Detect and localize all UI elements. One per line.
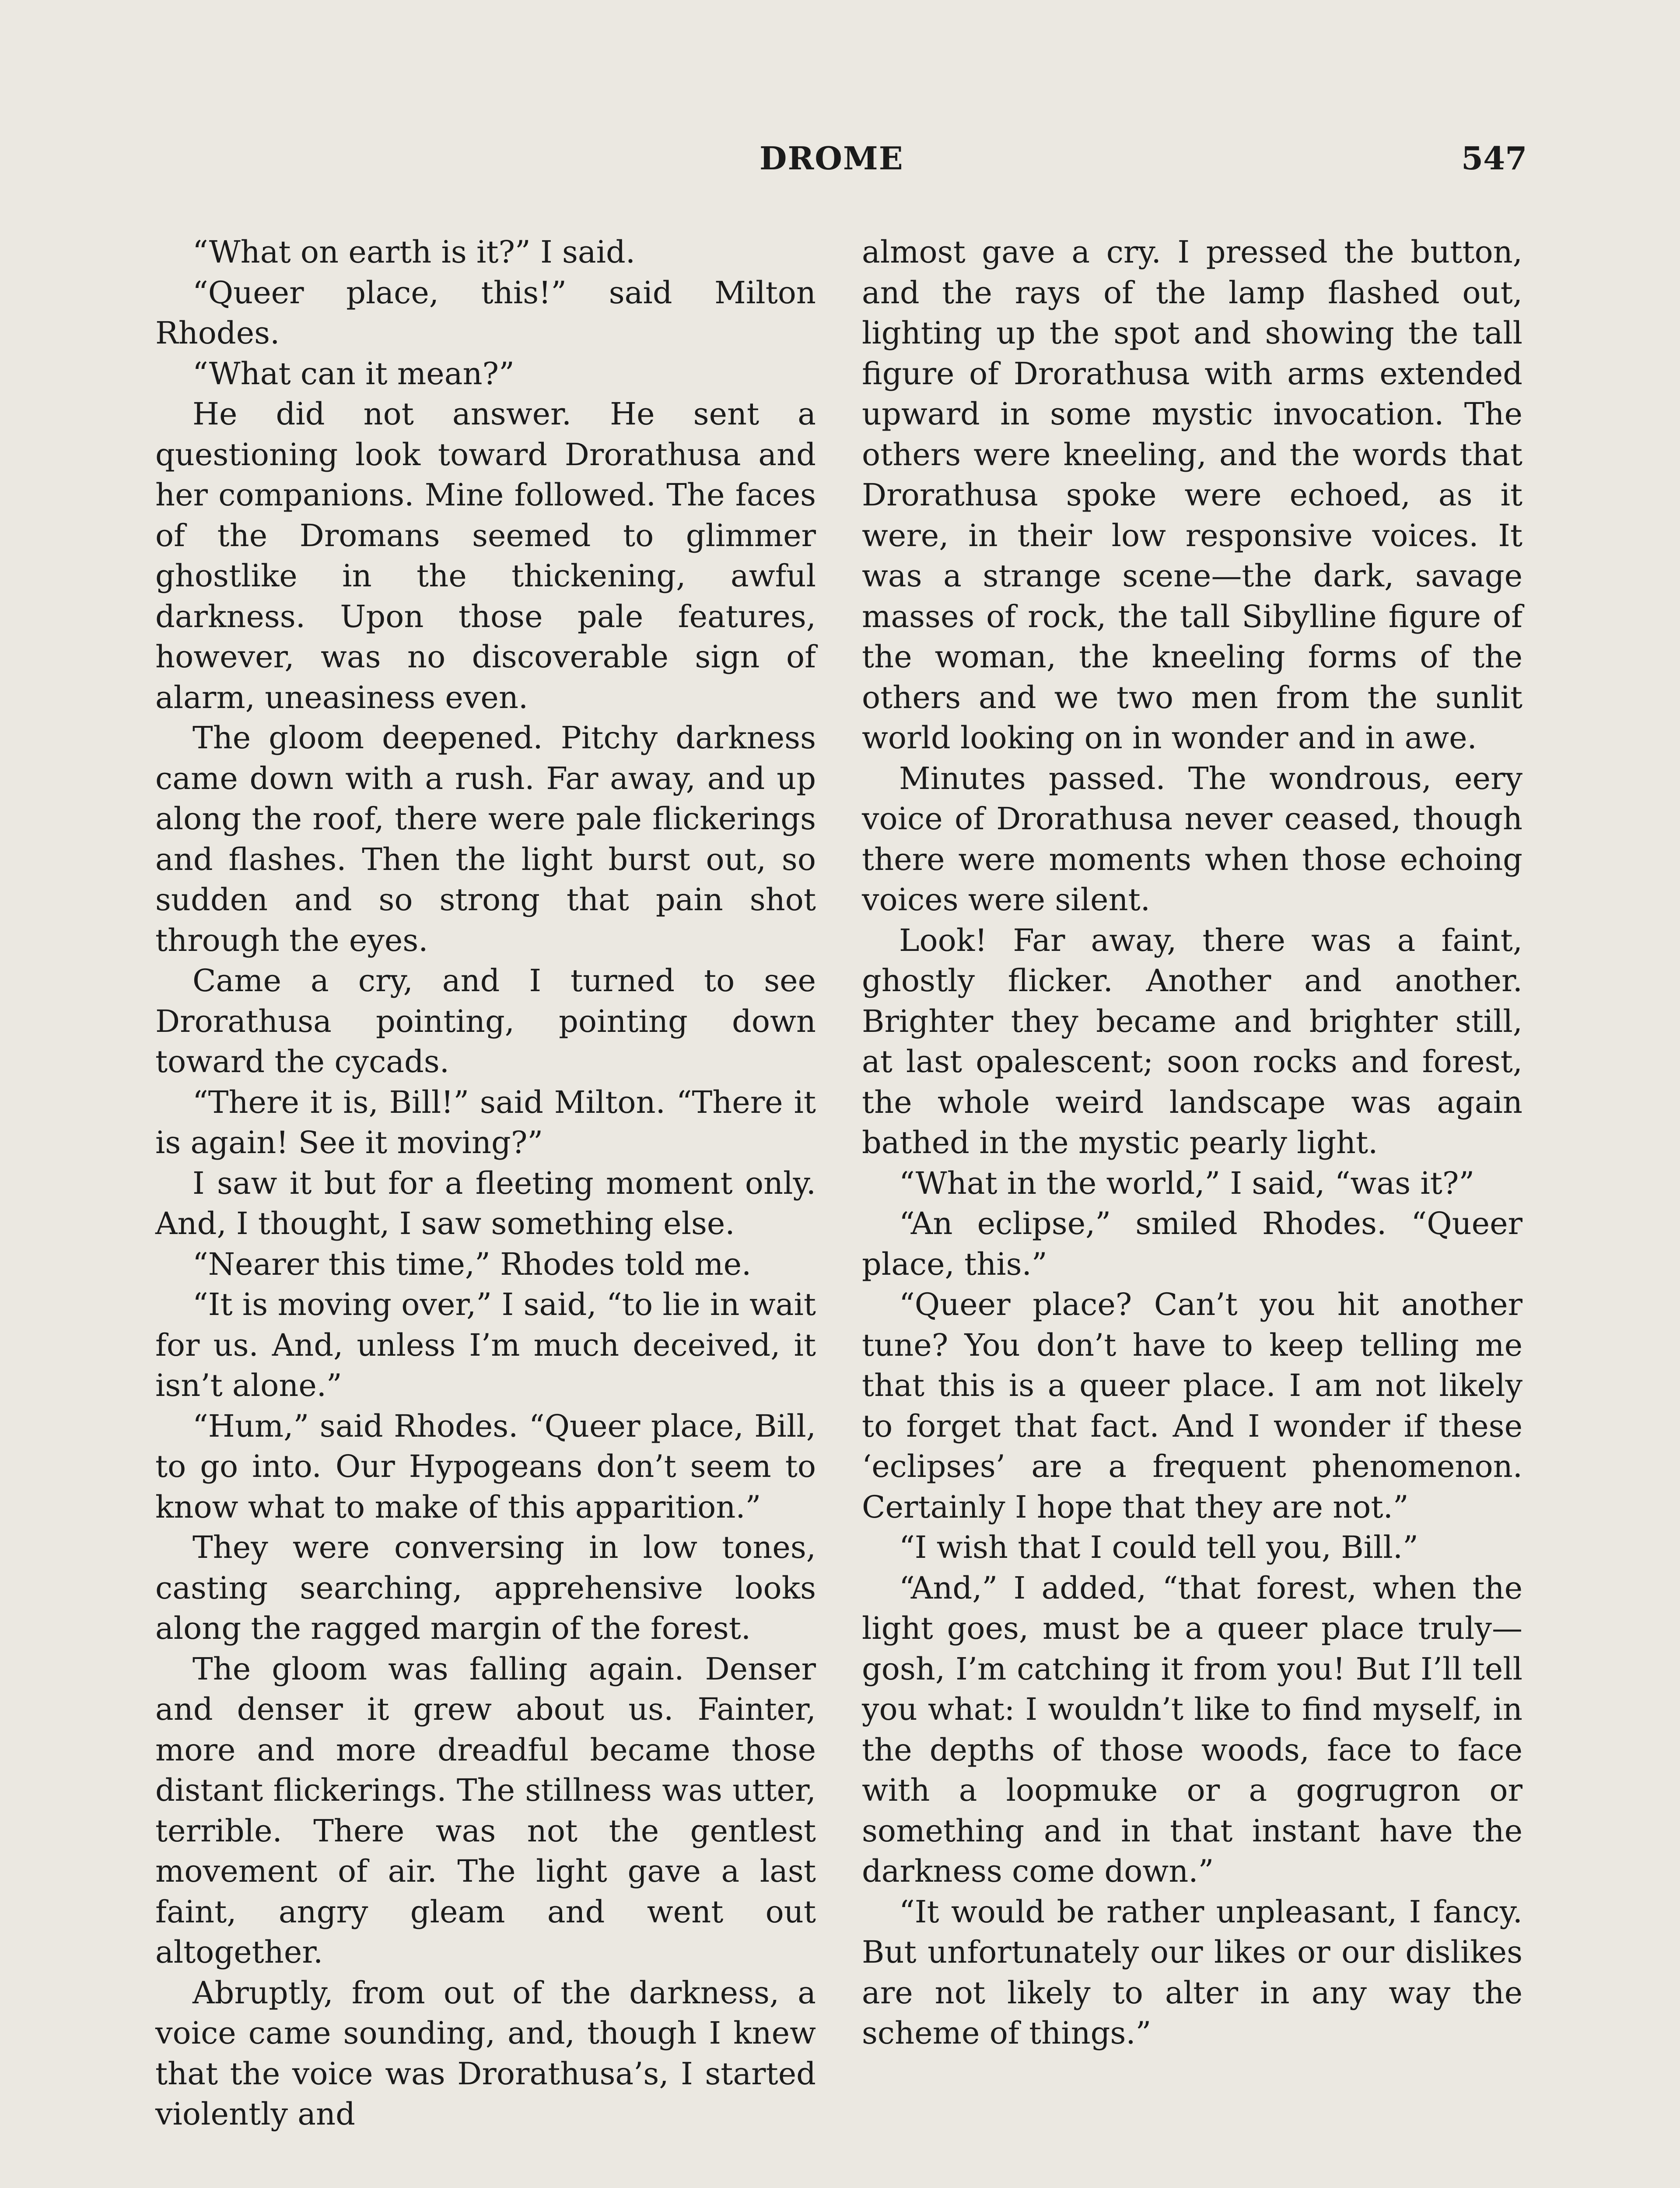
paragraph: The gloom deepened. Pitchy darkness came down with a rush. Far away, and up along the roof, there were pale flickerings and flashes. Then the light burst out, so sudden and so strong that pain shot through the eyes. (155, 720, 816, 958)
paragraph: “There it is, Bill!” said Milton. “There it is again! See it moving?” (155, 1084, 816, 1161)
paragraph: “It would be rather unpleasant, I fancy. But unfortunately our likes or our dislikes are not likely to alter in any way the scheme of things.” (862, 1893, 1522, 2051)
paragraph: “Queer place? Can’t you hit another tune? You don’t have to keep telling me that this is a queer place. I am not likely to forget that fact. And I wonder if these ‘eclipses’ are a frequent phenomenon. Certainly I hope that they are not.” (862, 1287, 1522, 1525)
paragraph: Minutes passed. The wondrous, eery voice of Drorathusa never ceased, though there were moments when those echoing voices were silent. (862, 760, 1522, 918)
paragraph: Look! Far away, there was a faint, ghostly flicker. Another and another. Brighter they became and brighter still, at last opalescent; soon rocks and forest, the whole weird landscape was again bathed in the mystic pearly light. (862, 922, 1522, 1161)
page-header (0, 137, 1680, 180)
running-title: DROME (760, 140, 904, 177)
paragraph: “Hum,” said Rhodes. “Queer place, Bill, to go into. Our Hypogeans don’t seem to know what to make of this apparition.” (155, 1408, 816, 1525)
paragraph: “Nearer this time,” Rhodes told me. (192, 1246, 752, 1282)
right-column (862, 232, 1522, 2054)
paragraph: “It is moving over,” I said, “to lie in wait for us. And, unless I’m much deceived, it isn’t alone.” (155, 1287, 816, 1403)
paragraph: “What can it mean?” (192, 355, 514, 392)
paragraph: “I wish that I could tell you, Bill.” (899, 1529, 1418, 1565)
paragraph: “And,” I added, “that forest, when the light goes, must be a queer place truly—gosh, I’m catching it from you! But I’ll tell you what: I wouldn’t like to find myself, in the depths of those woods, face to face with a loopmuke or a gogrugron or something and in that instant have the darkness come down.” (862, 1570, 1522, 1889)
paragraph: almost gave a cry. I pressed the button, and the rays of the lamp flashed out, lighting up the spot and showing the tall figure of Drorathusa with arms extended upward in some mystic invocation. The others were kneeling, and the words that Drorathusa spoke were echoed, as it were, in their low responsive voices. It was a strange scene—the dark, savage masses of rock, the tall Sibylline figure of the woman, the kneeling forms of the others and we two men from the sunlit world looking on in wonder and in awe. (862, 234, 1522, 756)
paragraph: They were conversing in low tones, casting searching, apprehensive looks along the ragged margin of the forest. (155, 1529, 816, 1646)
paragraph: “What in the world,” I said, “was it?” (899, 1165, 1475, 1201)
paragraph: I saw it but for a fleeting moment only. And, I thought, I saw something else. (155, 1165, 816, 1241)
paragraph: Abruptly, from out of the darkness, a voice came sounding, and, though I knew that the voice was Drorathusa’s, I started violently and (155, 1974, 816, 2132)
paragraph: The gloom was falling again. Denser and denser it grew about us. Fainter, more and more dreadful became those distant flickerings. The stillness was utter, terrible. There was not the gentlest movement of air. The light gave a last faint, angry gleam and went out altogether. (155, 1651, 816, 1970)
page-number: 547 (1461, 140, 1527, 177)
paragraph: “An eclipse,” smiled Rhodes. “Queer place, this.” (862, 1206, 1522, 1282)
paragraph: Came a cry, and I turned to see Drorathusa pointing, pointing down toward the cycads. (155, 963, 816, 1080)
paragraph: “What on earth is it?” I said. (192, 234, 636, 270)
paragraph: “Queer place, this!” said Milton Rhodes. (155, 274, 816, 351)
left-column (155, 232, 816, 2135)
paragraph: He did not answer. He sent a questioning look toward Drorathusa and her companions. Mine followed. The faces of the Dromans seemed to glimmer ghostlike in the thickening, awful darkness. Upon those pale features, however, was no discoverable sign of alarm, uneasiness even. (155, 396, 816, 715)
